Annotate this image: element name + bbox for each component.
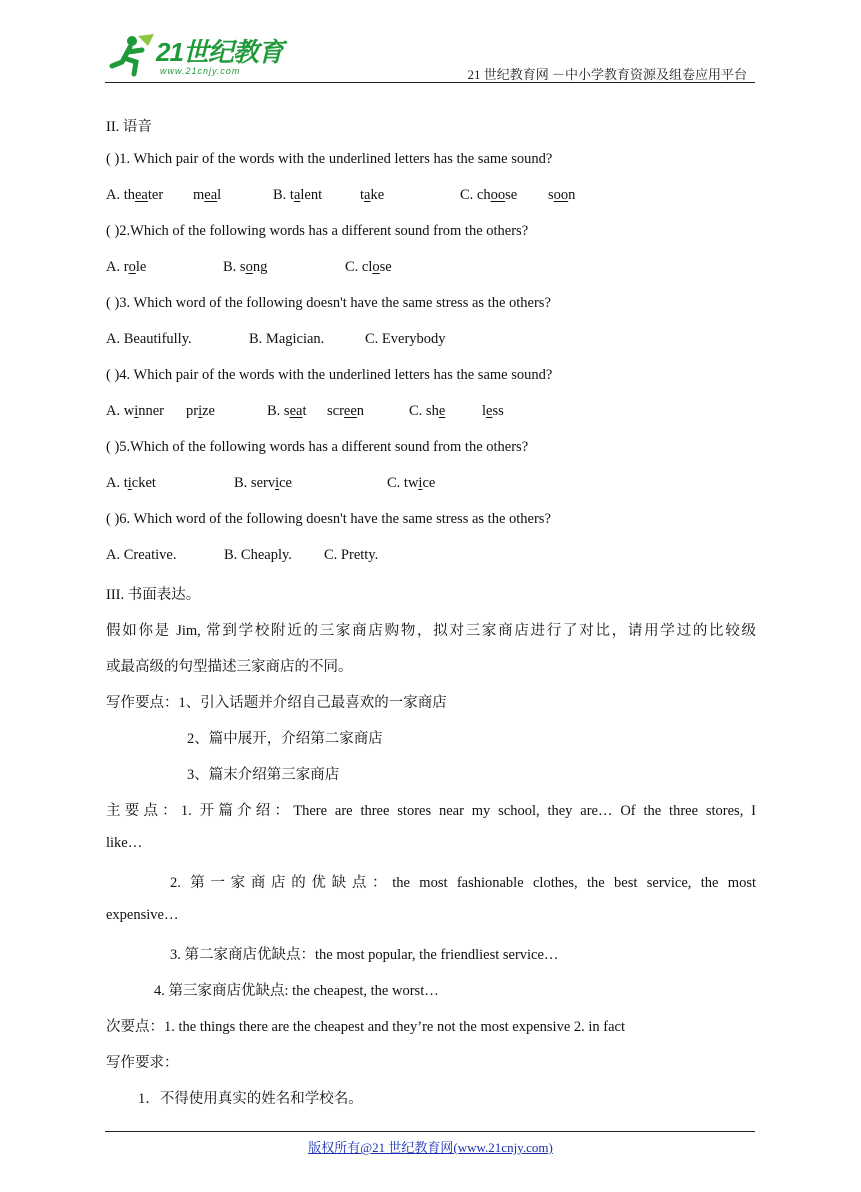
logo-url: www.21cnjy.com — [160, 66, 241, 76]
question-1: ( )1. Which pair of the words with the underlined letters has the same sound? — [106, 151, 553, 167]
option-c: C. Pretty. — [324, 547, 379, 563]
option-c: C. twice — [387, 475, 436, 491]
writing-points-2: 2、篇中展开，介绍第二家商店 — [187, 731, 383, 747]
option-c-2: less — [482, 403, 504, 419]
question-5: ( )5.Which of the following words has a different sound from the others? — [106, 439, 529, 455]
footer-divider — [105, 1131, 755, 1132]
option-b: B. Magician. — [249, 331, 325, 347]
main-point-4: 4. 第三家商店优缺点: the cheapest, the worst… — [154, 983, 439, 999]
requirements-label: 写作要求： — [106, 1055, 179, 1071]
option-a: A. theater — [106, 187, 164, 203]
footer-copyright-link[interactable]: 版权所有@21 世纪教育网(www.21cnjy.com) — [308, 1140, 553, 1155]
main-point-2-cont: expensive… — [106, 907, 179, 923]
option-b: B. talent — [273, 187, 323, 203]
option-c: C. close — [345, 259, 392, 275]
runner-logo-icon — [108, 32, 156, 78]
option-a: A. winner — [106, 403, 164, 419]
option-a: A. Beautifully. — [106, 331, 192, 347]
writing-points-3: 3、篇末介绍第三家商店 — [187, 767, 340, 783]
main-point-3: 3. 第二家商店优缺点：the most popular, the friendliest service… — [170, 947, 559, 963]
option-b: B. service — [234, 475, 292, 491]
header-title: 21 世纪教育网 －中小学教育资源及组卷应用平台 — [467, 67, 747, 82]
requirement-1: 1．不得使用真实的姓名和学校名。 — [138, 1091, 363, 1107]
question-2: ( )2.Which of the following words has a different sound from the others? — [106, 223, 529, 239]
option-a: A. ticket — [106, 475, 156, 491]
section-2-title: II. 语音 — [106, 119, 152, 135]
option-a-2: prize — [186, 403, 215, 419]
question-4: ( )4. Which pair of the words with the underlined letters has the same sound? — [106, 367, 553, 383]
section-3-title: III. 书面表达。 — [106, 587, 201, 603]
task-intro-line-2: 或最高级的句型描述三家商店的不同。 — [106, 659, 353, 675]
option-b-2: take — [360, 187, 385, 203]
main-point-1: 主要点：1. 开篇介绍：There are three stores near my school, they are… Of the three stores, I — [106, 803, 756, 819]
option-a: A. Creative. — [106, 547, 177, 563]
option-c: C. Everybody — [365, 331, 446, 347]
option-b: B. song — [223, 259, 268, 275]
option-c-2: soon — [548, 187, 576, 203]
question-6: ( )6. Which word of the following doesn't have the same stress as the others? — [106, 511, 551, 527]
option-b: B. Cheaply. — [224, 547, 292, 563]
option-a: A. role — [106, 259, 147, 275]
option-b-2: screen — [327, 403, 365, 419]
task-intro-line-1: 假如你是 Jim, 常到学校附近的三家商店购物，拟对三家商店进行了对比，请用学过的比较级 — [106, 623, 756, 639]
question-3: ( )3. Which word of the following doesn't have the same stress as the others? — [106, 295, 551, 311]
option-c: C. she — [409, 403, 446, 419]
writing-points-1: 写作要点：1、引入话题并介绍自己最喜欢的一家商店 — [106, 695, 447, 711]
logo-text: 21世纪教育 — [156, 37, 283, 67]
option-c: C. choose — [460, 187, 518, 203]
secondary-points: 次要点：1. the things there are the cheapest and they’re not the most expensive 2. in fact — [106, 1019, 626, 1035]
option-b: B. seat — [267, 403, 307, 419]
site-logo — [108, 32, 288, 82]
option-a-2: meal — [193, 187, 222, 203]
header-divider — [105, 82, 755, 83]
main-point-2: 2. 第一家商店的优缺点：the most fashionable clothes, the best service, the most — [170, 875, 756, 891]
main-point-1-cont: like… — [106, 835, 143, 851]
